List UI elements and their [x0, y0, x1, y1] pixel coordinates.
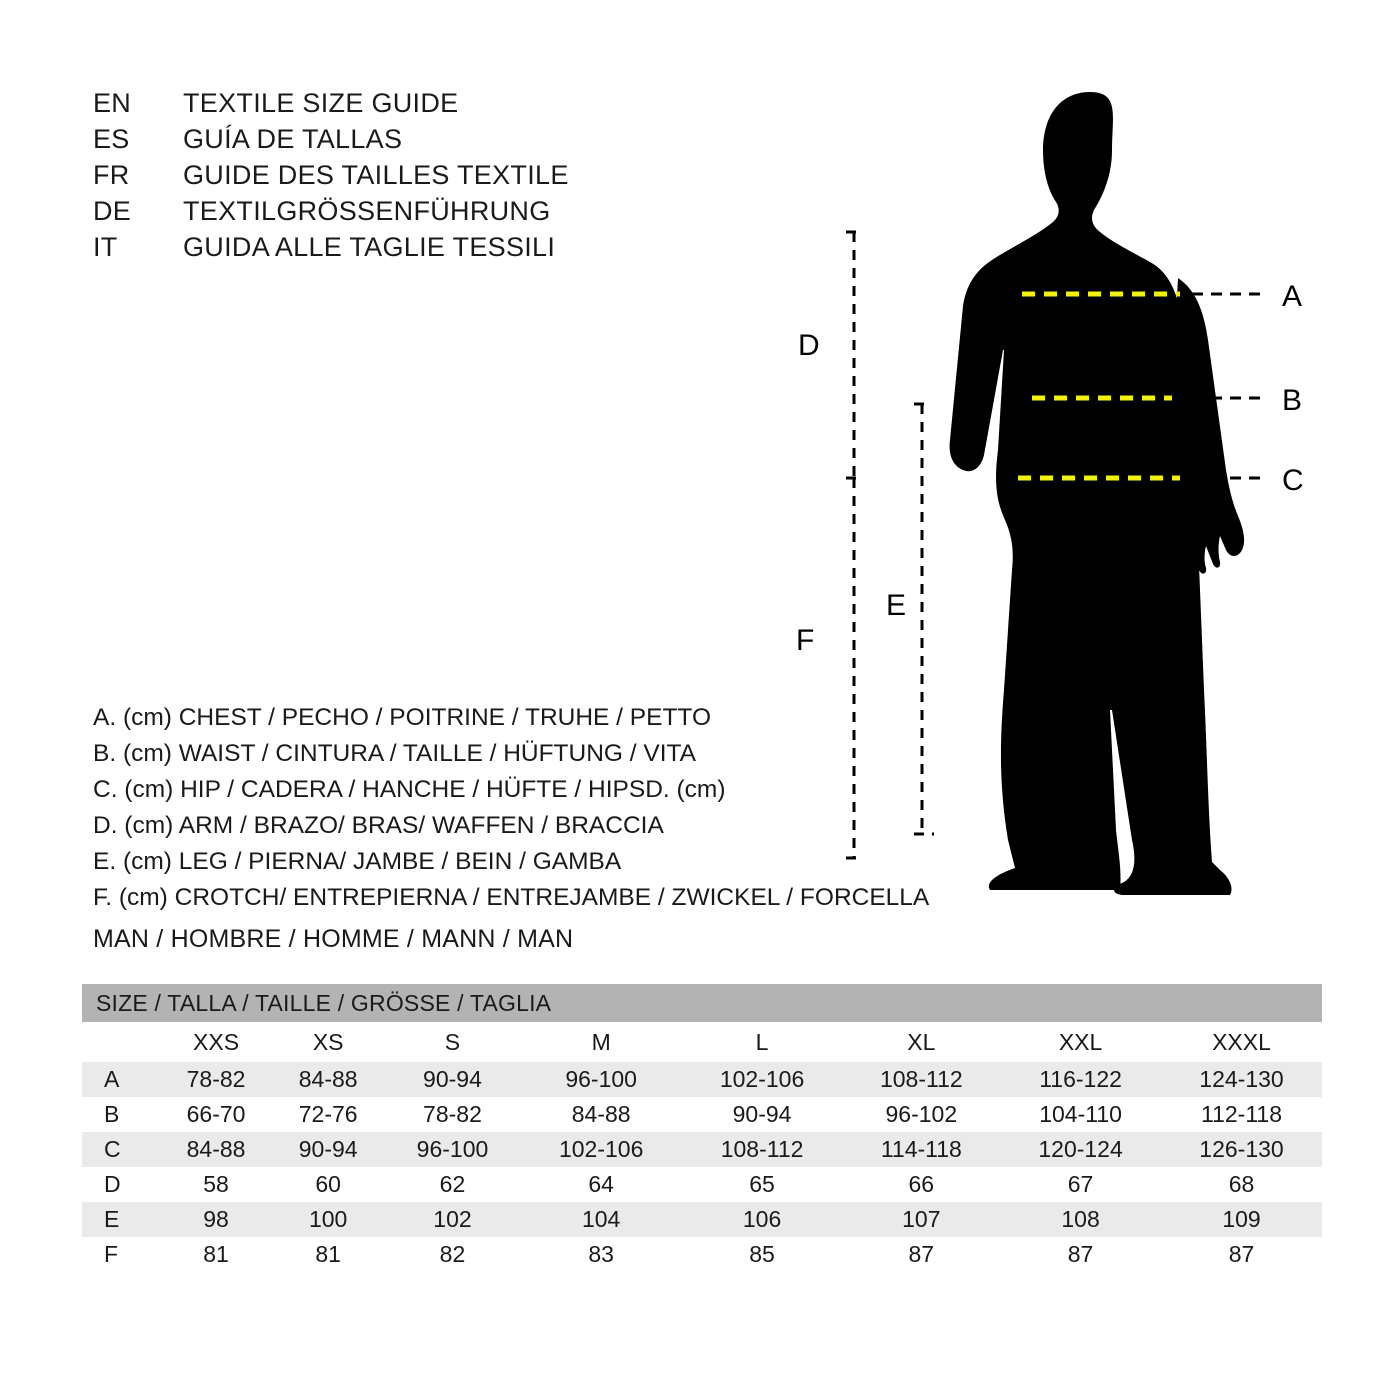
- row-label-e: E: [82, 1202, 160, 1237]
- row-label-f: F: [82, 1237, 160, 1272]
- title-text-de: TEXTILGRÖSSENFÜHRUNG: [183, 196, 551, 226]
- cell-e-s: 102: [384, 1202, 521, 1237]
- cell-e-m: 104: [521, 1202, 682, 1237]
- title-row-de: [93, 196, 713, 232]
- cell-d-xs: 60: [272, 1167, 384, 1202]
- cell-b-xl: 96-102: [843, 1097, 1001, 1132]
- cell-f-xxl: 87: [1000, 1237, 1161, 1272]
- cell-e-xl: 107: [843, 1202, 1001, 1237]
- title-lang-it: IT: [93, 232, 118, 262]
- legend-item-a: A. (cm) CHEST / PECHO / POITRINE / TRUHE / PETTO: [93, 704, 712, 731]
- table-header-row: [82, 984, 1322, 1022]
- legend-item-c: C. (cm) HIP / CADERA / HANCHE / HÜFTE / HIPSD. (cm): [93, 776, 726, 803]
- cell-a-l: 102-106: [682, 1062, 843, 1097]
- row-label-d: D: [82, 1167, 160, 1202]
- legend-item-f: F. (cm) CROTCH/ ENTREPIERNA / ENTREJAMBE / ZWICKEL / FORCELLA: [93, 884, 930, 911]
- cell-c-xl: 114-118: [843, 1132, 1001, 1167]
- title-row-en: [93, 88, 713, 124]
- row-label-a: A: [82, 1062, 160, 1097]
- title-lang-es: ES: [93, 124, 130, 154]
- title-row-es: [93, 124, 713, 160]
- size-xl: XL: [843, 1022, 1001, 1062]
- cell-c-l: 108-112: [682, 1132, 843, 1167]
- size-xs: XS: [272, 1022, 384, 1062]
- cell-a-xxl: 116-122: [1000, 1062, 1161, 1097]
- table-row: [82, 1132, 1322, 1167]
- cell-e-xxxl: 109: [1161, 1202, 1322, 1237]
- size-row-corner: [82, 1022, 160, 1062]
- size-l: L: [682, 1022, 843, 1062]
- cell-d-xxxl: 68: [1161, 1167, 1322, 1202]
- cell-a-xl: 108-112: [843, 1062, 1001, 1097]
- size-s: S: [384, 1022, 521, 1062]
- legend-item-b: B. (cm) WAIST / CINTURA / TAILLE / HÜFTUNG / VITA: [93, 740, 697, 767]
- cell-b-l: 90-94: [682, 1097, 843, 1132]
- man-silhouette: [950, 92, 1245, 895]
- cell-c-xs: 90-94: [272, 1132, 384, 1167]
- title-text-es: GUÍA DE TALLAS: [183, 124, 403, 154]
- legend-item-e: E. (cm) LEG / PIERNA/ JAMBE / BEIN / GAMBA: [93, 848, 622, 875]
- cell-a-xs: 84-88: [272, 1062, 384, 1097]
- cell-f-m: 83: [521, 1237, 682, 1272]
- legend-item-d: D. (cm) ARM / BRAZO/ BRAS/ WAFFEN / BRACCIA: [93, 812, 664, 839]
- leg-dimension-bracket: [914, 404, 934, 834]
- marker-label-d: D: [798, 329, 820, 362]
- size-table: [82, 984, 1322, 1272]
- cell-c-xxl: 120-124: [1000, 1132, 1161, 1167]
- cell-b-s: 78-82: [384, 1097, 521, 1132]
- cell-e-xxl: 108: [1000, 1202, 1161, 1237]
- row-label-c: C: [82, 1132, 160, 1167]
- title-lang-fr: FR: [93, 160, 130, 190]
- cell-f-xl: 87: [843, 1237, 1001, 1272]
- title-text-fr: GUIDE DES TAILLES TEXTILE: [183, 160, 569, 190]
- cell-d-xl: 66: [843, 1167, 1001, 1202]
- cell-a-m: 96-100: [521, 1062, 682, 1097]
- table-row: [82, 1237, 1322, 1272]
- cell-e-xs: 100: [272, 1202, 384, 1237]
- size-m: M: [521, 1022, 682, 1062]
- table-size-row: [82, 1022, 1322, 1062]
- cell-a-xxs: 78-82: [160, 1062, 272, 1097]
- table-row: [82, 1167, 1322, 1202]
- cell-f-l: 85: [682, 1237, 843, 1272]
- title-lang-en: EN: [93, 88, 132, 118]
- title-row-fr: [93, 160, 713, 196]
- cell-f-xxs: 81: [160, 1237, 272, 1272]
- table-row: [82, 1202, 1322, 1237]
- cell-d-l: 65: [682, 1167, 843, 1202]
- cell-f-xs: 81: [272, 1237, 384, 1272]
- marker-label-e: E: [886, 589, 907, 622]
- cell-b-xxxl: 112-118: [1161, 1097, 1322, 1132]
- cell-a-xxxl: 124-130: [1161, 1062, 1322, 1097]
- cell-d-m: 64: [521, 1167, 682, 1202]
- table-row: [82, 1097, 1322, 1132]
- arm-dimension-bracket: [846, 232, 862, 478]
- cell-f-xxxl: 87: [1161, 1237, 1322, 1272]
- table-header-label: SIZE / TALLA / TAILLE / GRÖSSE / TAGLIA: [82, 984, 1322, 1022]
- cell-b-xxl: 104-110: [1000, 1097, 1161, 1132]
- cell-c-xxxl: 126-130: [1161, 1132, 1322, 1167]
- cell-d-xxs: 58: [160, 1167, 272, 1202]
- body-measurement-diagram: [760, 50, 1340, 930]
- title-text-en: TEXTILE SIZE GUIDE: [183, 88, 459, 118]
- cell-f-s: 82: [384, 1237, 521, 1272]
- cell-b-xs: 72-76: [272, 1097, 384, 1132]
- cell-c-xxs: 84-88: [160, 1132, 272, 1167]
- cell-c-s: 96-100: [384, 1132, 521, 1167]
- marker-label-f: F: [796, 624, 815, 657]
- cell-e-xxs: 98: [160, 1202, 272, 1237]
- cell-b-xxs: 66-70: [160, 1097, 272, 1132]
- row-label-b: B: [82, 1097, 160, 1132]
- gender-label: MAN / HOMBRE / HOMME / MANN / MAN: [93, 925, 574, 953]
- marker-label-a: A: [1282, 280, 1303, 313]
- title-block: [93, 88, 713, 268]
- title-lang-de: DE: [93, 196, 132, 226]
- title-row-it: [93, 232, 713, 268]
- size-xxxl: XXXL: [1161, 1022, 1322, 1062]
- marker-label-b: B: [1282, 384, 1303, 417]
- size-xxs: XXS: [160, 1022, 272, 1062]
- cell-a-s: 90-94: [384, 1062, 521, 1097]
- size-xxl: XXL: [1000, 1022, 1161, 1062]
- title-text-it: GUIDA ALLE TAGLIE TESSILI: [183, 232, 556, 262]
- table-row: [82, 1062, 1322, 1097]
- crotch-dimension-bracket: [846, 478, 862, 858]
- cell-b-m: 84-88: [521, 1097, 682, 1132]
- marker-label-c: C: [1282, 464, 1304, 497]
- cell-e-l: 106: [682, 1202, 843, 1237]
- cell-d-xxl: 67: [1000, 1167, 1161, 1202]
- cell-c-m: 102-106: [521, 1132, 682, 1167]
- cell-d-s: 62: [384, 1167, 521, 1202]
